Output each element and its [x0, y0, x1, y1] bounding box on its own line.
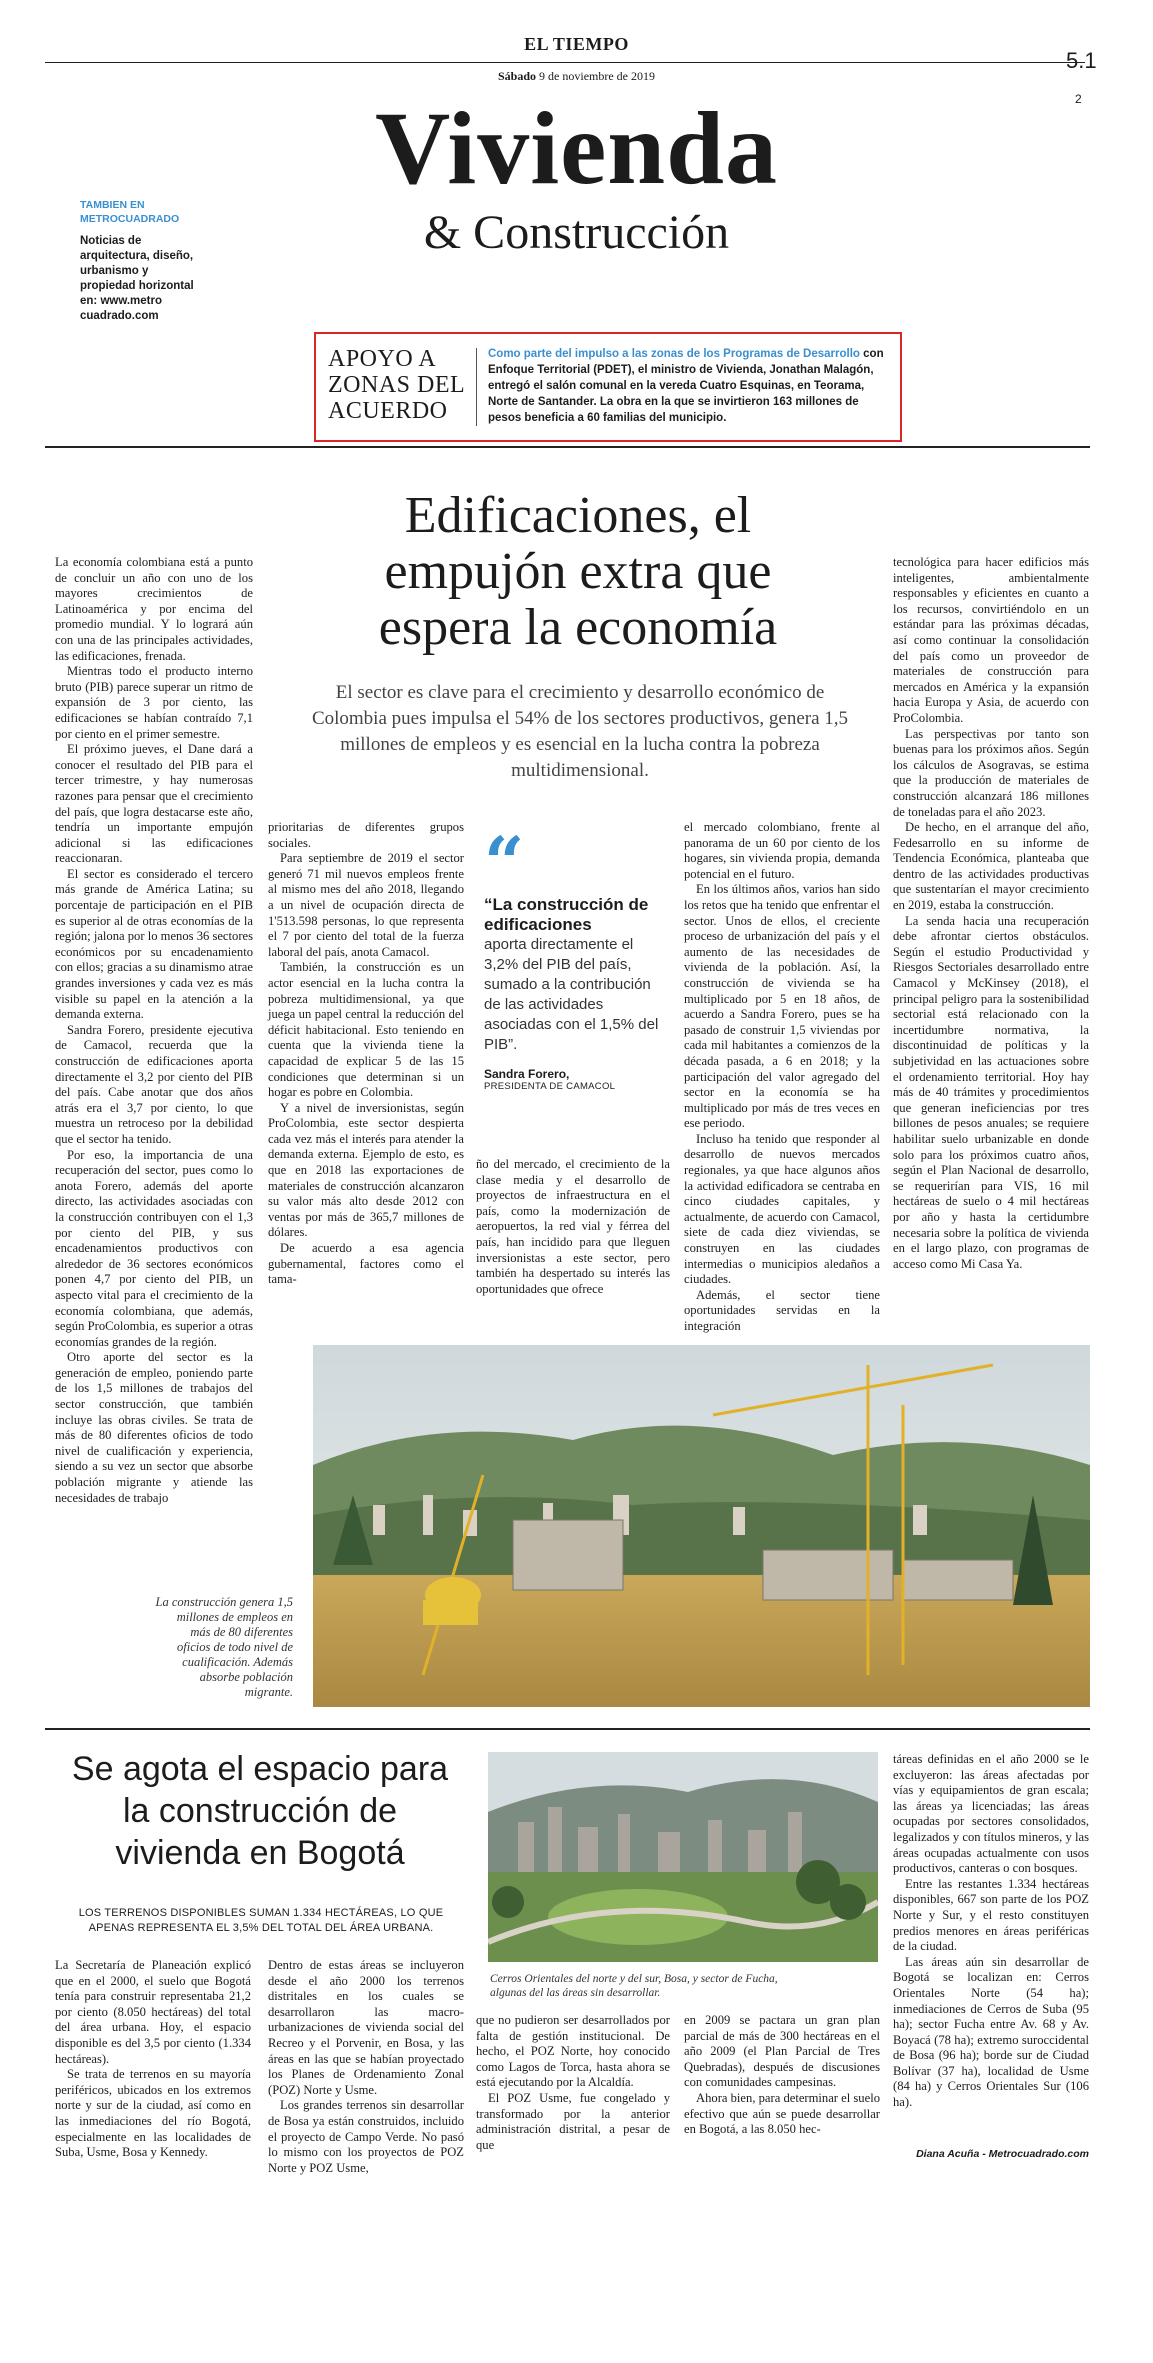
article2-headline: Se agota el espacio para la construcción de vivienda en Bogotá [71, 1750, 449, 1872]
paragraph: Incluso ha tenido que responder al desarrollo de nuevos mercados regionales, ya que hace algunos años la actividad edificadora se centraba en cinco ciudades capitales, y actualmente, de acuerdo con Camacol, siete de cada diez viviendas, se construyen en las ciudades intermedias o municipios aledaños a ciudades. [684, 1131, 880, 1287]
paragraph: Y a nivel de inversionistas, según ProColombia, este sector despierta cada vez más el interés para atender la demanda externa. Ejemplo de esto, es que en 2018 las exportaciones de materiales de construcción alcanzaron su valor más alto desde 2012 con ventas por más de 365,7 millones de dólares. [268, 1100, 464, 1240]
paragraph: También, la construcción es un actor esencial en la lucha contra la pobreza multidimensional, ya que juega un papel central la reducción del déficit habitacional. Esto teniendo en cuenta que la vivienda tiene la capacidad de explicar 5 de las 15 condiciones que determinan si un hogar es pobre en Colombia. [268, 960, 464, 1100]
quote-role: PRESIDENTA DE CAMACOL [484, 1081, 616, 1092]
paragraph: Además, el sector tiene oportunidades servidas en la integración [684, 1287, 880, 1333]
masthead [0, 0, 1153, 106]
paragraph: El próximo jueves, el Dane dará a conocer el resultado del PIB para el tercer trimestre, y hay numerosas razones para pensar que el crecimiento del país, que logra destacarse este año, tendría un importante empujón adicional si las edificaciones reaccionaran. [55, 742, 253, 866]
issue-weekday: Sábado [498, 69, 537, 83]
article1-column-3 [476, 1157, 670, 1297]
promo-heading: TAMBIEN EN METROCUADRADO [80, 199, 180, 225]
article2-column-4 [684, 2013, 880, 2138]
metrocuadrado-promo [80, 198, 205, 324]
paragraph: El sector es considerado el tercero más grande de América Latina; su porcentaje de participación en el PIB es superior al de otras economías de la región; jalona por lo menos 36 sectores económicos por su encadenamiento con ellos; gracias a su dinamismo atrae grandes inversiones y cada vez es más visible su papel en la atención a la demanda externa. [55, 866, 253, 1022]
construction-photo-caption: La construcción genera 1,5 millones de empleos en más de 80 diferentes oficios de todo nivel de cualificación. Además absorbe población migrante. [155, 1595, 293, 1699]
paragraph: Otro aporte del sector es la generación de empleo, poniendo parte de los 1,5 millones de trabajos del sector construcción, que también incluye las obras civiles. Se trata de más de 80 diferentes oficios de todo nivel de cualificación y experiencia, siendo a su vez un sector que absorbe población migrante y atiende las necesidades de trabajo [55, 1350, 253, 1505]
notice-box [314, 332, 902, 442]
quote-lead: “La construcción de edificaciones [484, 895, 649, 934]
paragraph: Se trata de terrenos en su mayoría periféricos, ubicados en los extremos norte y sur de la ciudad, así como en las inmediaciones del río Bogotá, especialmente en las localidades de Suba, Usme, Bosa y Kennedy. [55, 2067, 251, 2160]
promo-body: Noticias de arquitectura, diseño, urbanismo y propiedad horizontal en: www.metro cuadrado.com [80, 235, 194, 322]
paragraph: en 2009 se pactara un gran plan parcial de más de 300 hectáreas en el año 2009 (el Plan Parcial de Tres Quebradas), después de discusiones con comunidades campesinas. [684, 2013, 880, 2090]
paragraph: Por eso, la importancia de una recuperación del sector, pues como lo anota Forero, además del aporte directo, las actividades asociadas con la construcción contribuyen con el 1,3 por ciento del PIB, y sus encadenamientos productivos con alrededor de 36 sectores económicos ponen 4,7 por ciento del PIB, un aspecto vital para el crecimiento de la economía colombiana, que además, según ProColombia, es superior a otras economías grandes de la región. [55, 1147, 253, 1349]
pull-quote [484, 821, 662, 1092]
quote-body: aporta directamente el 3,2% del PIB del país, sumado a la contribución de las actividades asociadas con el 1,5% del PIB”. [484, 936, 659, 1053]
article1-column-2 [268, 820, 464, 1288]
article1-headline: Edificaciones, el empujón extra que espera la economía [378, 487, 778, 656]
paragraph: La senda hacia una recuperación debe afrontar ciertos obstáculos. Según el estudio Productividad y Riesgos Sectoriales desarrollado entre Camacol y McKinsey (2018), el principal peligro para la sostenibilidad sectorial está relacionado con la incertidumbre normativa, la discontinuidad de políticas y la subjetividad en las actuaciones sobre el ordenamiento territorial. Hoy hay más de 40 trámites y procedimientos que generan ineficiencias por tres billones de pesos anuales; se requiere habilitar suelo urbanizable en donde solo para los próximos cuatro años, según el Plan Nacional de desarrollo, se requerirían para VIS, 16 mil hectáreas de suelo o 4 mil hectáreas por año y hasta la certidumbre necesaria sobre la política de vivienda en el largo plazo, con programas de acceso como Mi Casa Ya. [893, 913, 1089, 1271]
paragraph: De acuerdo a esa agencia gubernamental, factores como el tama- [268, 1241, 464, 1287]
paragraph: Los grandes terrenos sin desarrollar de Bosa ya están construidos, incluido el proyecto de Campo Verde. No pasó lo mismo con los proyectos de POZ Norte y POZ Usme, [268, 2098, 464, 2175]
section-rule [45, 1728, 1090, 1730]
article2-deck: LOS TERRENOS DISPONIBLES SUMAN 1.334 HECTÁREAS, LO QUE APENAS REPRESENTA EL 3,5% DEL TOTAL DEL ÁREA URBANA. [78, 1907, 444, 1934]
corner-mark: 2 [1075, 92, 1082, 106]
quote-mark-icon: “ [484, 821, 525, 904]
notice-divider [476, 348, 477, 426]
issue-date [0, 69, 1153, 84]
article1-column-4 [684, 820, 880, 1335]
paragraph: tecnológica para hacer edificios más inteligentes, ambientalmente responsables y eficientes en cuanto a los recursos, convirtiéndolo en un estándar para las próximas décadas, así como continuar la consolidación del país como un proveedor de materiales de construcción para mercados en América y la expansión hacia Europa y Asia, de acuerdo con ProColombia. [893, 555, 1089, 725]
paragraph: Las perspectivas por tanto son buenas para los próximos años. Según los cálculos de Asogravas, se estima que la producción de materiales de construcción alcanzará 186 millones de toneladas para el año 2023. [893, 726, 1089, 819]
paragraph: El POZ Usme, fue congelado y transformado por la anterior administración distrital, a pesar de que [476, 2090, 670, 2152]
notice-label-line1: APOYO A [328, 346, 437, 372]
notice-lead: Como parte del impulso a las zonas de los Programas de Desarrollo [488, 348, 860, 360]
paragraph: Para septiembre de 2019 el sector generó 71 mil nuevos empleos frente al mismo mes del año 2018, llegando a un nivel de ocupación directa de 1'513.598 personas, lo que representa el 7 por ciento del total de la fuerza laboral del país, anota Camacol. [268, 851, 464, 959]
article1-column-5 [893, 555, 1089, 1272]
paragraph: ño del mercado, el crecimiento de la clase media y el desarrollo de proyectos de infraestructura en el país, como la modernización de aeropuertos, la red vial y férrea del país, han incidido para que lleguen inversionistas a este sector, pero también ha despertado su interés las oportunidades que ofrece [476, 1157, 670, 1296]
header-rule [45, 446, 1090, 448]
article1-deck: El sector es clave para el crecimiento y desarrollo económico de Colombia pues impulsa el 54% de los sectores productivos, genera 1,5 millones de empleos y es esencial en la lucha contra la pobreza multidimensional. [311, 682, 849, 781]
paragraph: prioritarias de diferentes grupos sociales. [268, 820, 464, 850]
quote-author: Sandra Forero, [484, 1067, 570, 1081]
paragraph: el mercado colombiano, frente al panorama de un 60 por ciento de los hogares, sin vivienda propia, demanda potencial en el futuro. [684, 820, 880, 881]
paragraph: La Secretaría de Planeación explicó que en el 2000, el suelo que Bogotá tenía para construir representaba 21,2 por ciento (8.050 hectáreas) del total del área urbana. Hoy, el espacio disponible es del 3,5 por ciento (1.334 hectáreas). [55, 1958, 251, 2066]
notice-label [328, 346, 468, 424]
paragraph: Sandra Forero, presidente ejecutiva de Camacol, recuerda que la construcción de edificaciones aporta directamente el 3,2 por ciento del PIB del país. Cabe anotar que dos años atrás era el 3,7 por ciento, lo que muestra un retroceso por la debilidad que el sector ha tenido. [55, 1022, 253, 1146]
paragraph: La economía colombiana está a punto de concluir un año con uno de los mayores crecimientos de Latinoamérica y por encima del promedio mundial. Y lo logrará aún con una de las principales actividades, las edificaciones, frenada. [55, 555, 253, 663]
article1-column-1 [55, 555, 253, 1506]
paragraph: De hecho, en el arranque del año, Fedesarrollo en su informe de Tendencia Económica, planteaba que dentro de las actividades productivas que sustentarían el mayor crecimiento en 2019, estaba la construcción. [893, 820, 1089, 913]
paragraph: táreas definidas en el año 2000 se le excluyeron: las áreas afectadas por vías y equipamientos de gran escala; las áreas ya licenciadas; las áreas ocupadas por sectores consolidados, legalizados y con títulos mineros, y las áreas ocupadas actualmente con usos productivos, canteras o con bosques. [893, 1752, 1089, 1876]
city-hills-illustration [488, 1752, 878, 1962]
paragraph: Dentro de estas áreas se incluyeron desde el año 2000 los terrenos distritales en los cuales se desarrollaron las macro-urbanizaciones de vivienda social del Recreo y el Porvenir, en Bosa, y las áreas en las que se habían proyectado los Planes de Ordenamiento Zonal (POZ) Norte y Usme. [268, 1958, 464, 2097]
notice-body: con Enfoque Territorial (PDET), el ministro de Vivienda, Jonathan Malagón, entregó el salón comunal en la vereda Cuatro Esquinas, en Teorama, Norte de Santander. La obra en la que se invirtieron 163 millones de pesos beneficia a 60 familias del municipio. [488, 348, 884, 424]
issue-date-rest: 9 de noviembre de 2019 [539, 69, 655, 83]
article2-byline: Diana Acuña - Metrocuadrado.com [916, 2148, 1089, 2160]
newspaper-name: EL TIEMPO [524, 34, 629, 54]
page-number: 5.1 [1066, 48, 1097, 73]
construction-site-illustration [313, 1345, 1090, 1707]
notice-label-line3: ACUERDO [328, 398, 448, 424]
article2-column-3 [476, 2013, 670, 2153]
article2-column-5 [893, 1752, 1089, 2111]
construction-photo [313, 1345, 1090, 1707]
notice-label-line2: ZONAS DEL [328, 372, 466, 398]
section-subtitle: & Construcción [423, 206, 730, 259]
section-title: Vivienda [375, 91, 778, 206]
notice-text [488, 346, 888, 426]
paragraph: En los últimos años, varios han sido los retos que ha tenido que enfrentar el sector. Unos de ellos, el creciente proceso de urbanización del país y el aumento de las necesidades de vivienda de la población. Así, la construcción de vivienda se ha multiplicado por 5 en 18 años, de acuerdo a Sandra Forero, pues se ha pasado de construir 1,5 viviendas por cada mil habitantes a comienzos de la década pasada, a 6 en 2018; y la participación del valor agregado del sector en la economía se ha multiplicado por más de tres veces en ese periodo. [684, 882, 880, 1131]
bogota-photo [488, 1752, 878, 1962]
bogota-photo-caption: Cerros Orientales del norte y del sur, Bosa, y sector de Fucha, algunas del las áreas sin desarrollar. [490, 1973, 778, 1999]
paragraph: Entre las restantes 1.334 hectáreas disponibles, 667 son parte de los POZ Norte y Sur, y el resto constituyen predios menores en áreas periféricas de la ciudad. [893, 1876, 1089, 1954]
article2-column-1 [55, 1958, 251, 2161]
paragraph: Ahora bien, para determinar el suelo efectivo que aún se puede desarrollar en Bogotá, a las 8.050 hec- [684, 2090, 880, 2137]
paragraph: que no pudieron ser desarrollados por falta de gestión institucional. De hecho, el POZ Norte, hoy conocido como Lagos de Torca, hasta ahora se está ejecutando por la Alcaldía. [476, 2013, 670, 2090]
paragraph: Mientras todo el producto interno bruto (PIB) parece superar un ritmo de expansión de 3 por ciento, las edificaciones se habían contraído 7,1 por ciento en el primer semestre. [55, 664, 253, 741]
article2-column-2 [268, 1958, 464, 2176]
paragraph: Las áreas aún sin desarrollar de Bogotá se localizan en: Cerros Orientales Norte (54 ha); inmediaciones de Cerros de Suba (95 ha); sector Fucha entre Av. 68 y Av. Boyacá (78 ha); extremo suroccidental de Bosa (96 ha); borde sur de Ciudad Bolívar (37 ha), localidad de Usme (84 ha) y Cerros Orientales Sur (106 ha). [893, 1954, 1089, 2110]
masthead-rule [45, 62, 1085, 63]
